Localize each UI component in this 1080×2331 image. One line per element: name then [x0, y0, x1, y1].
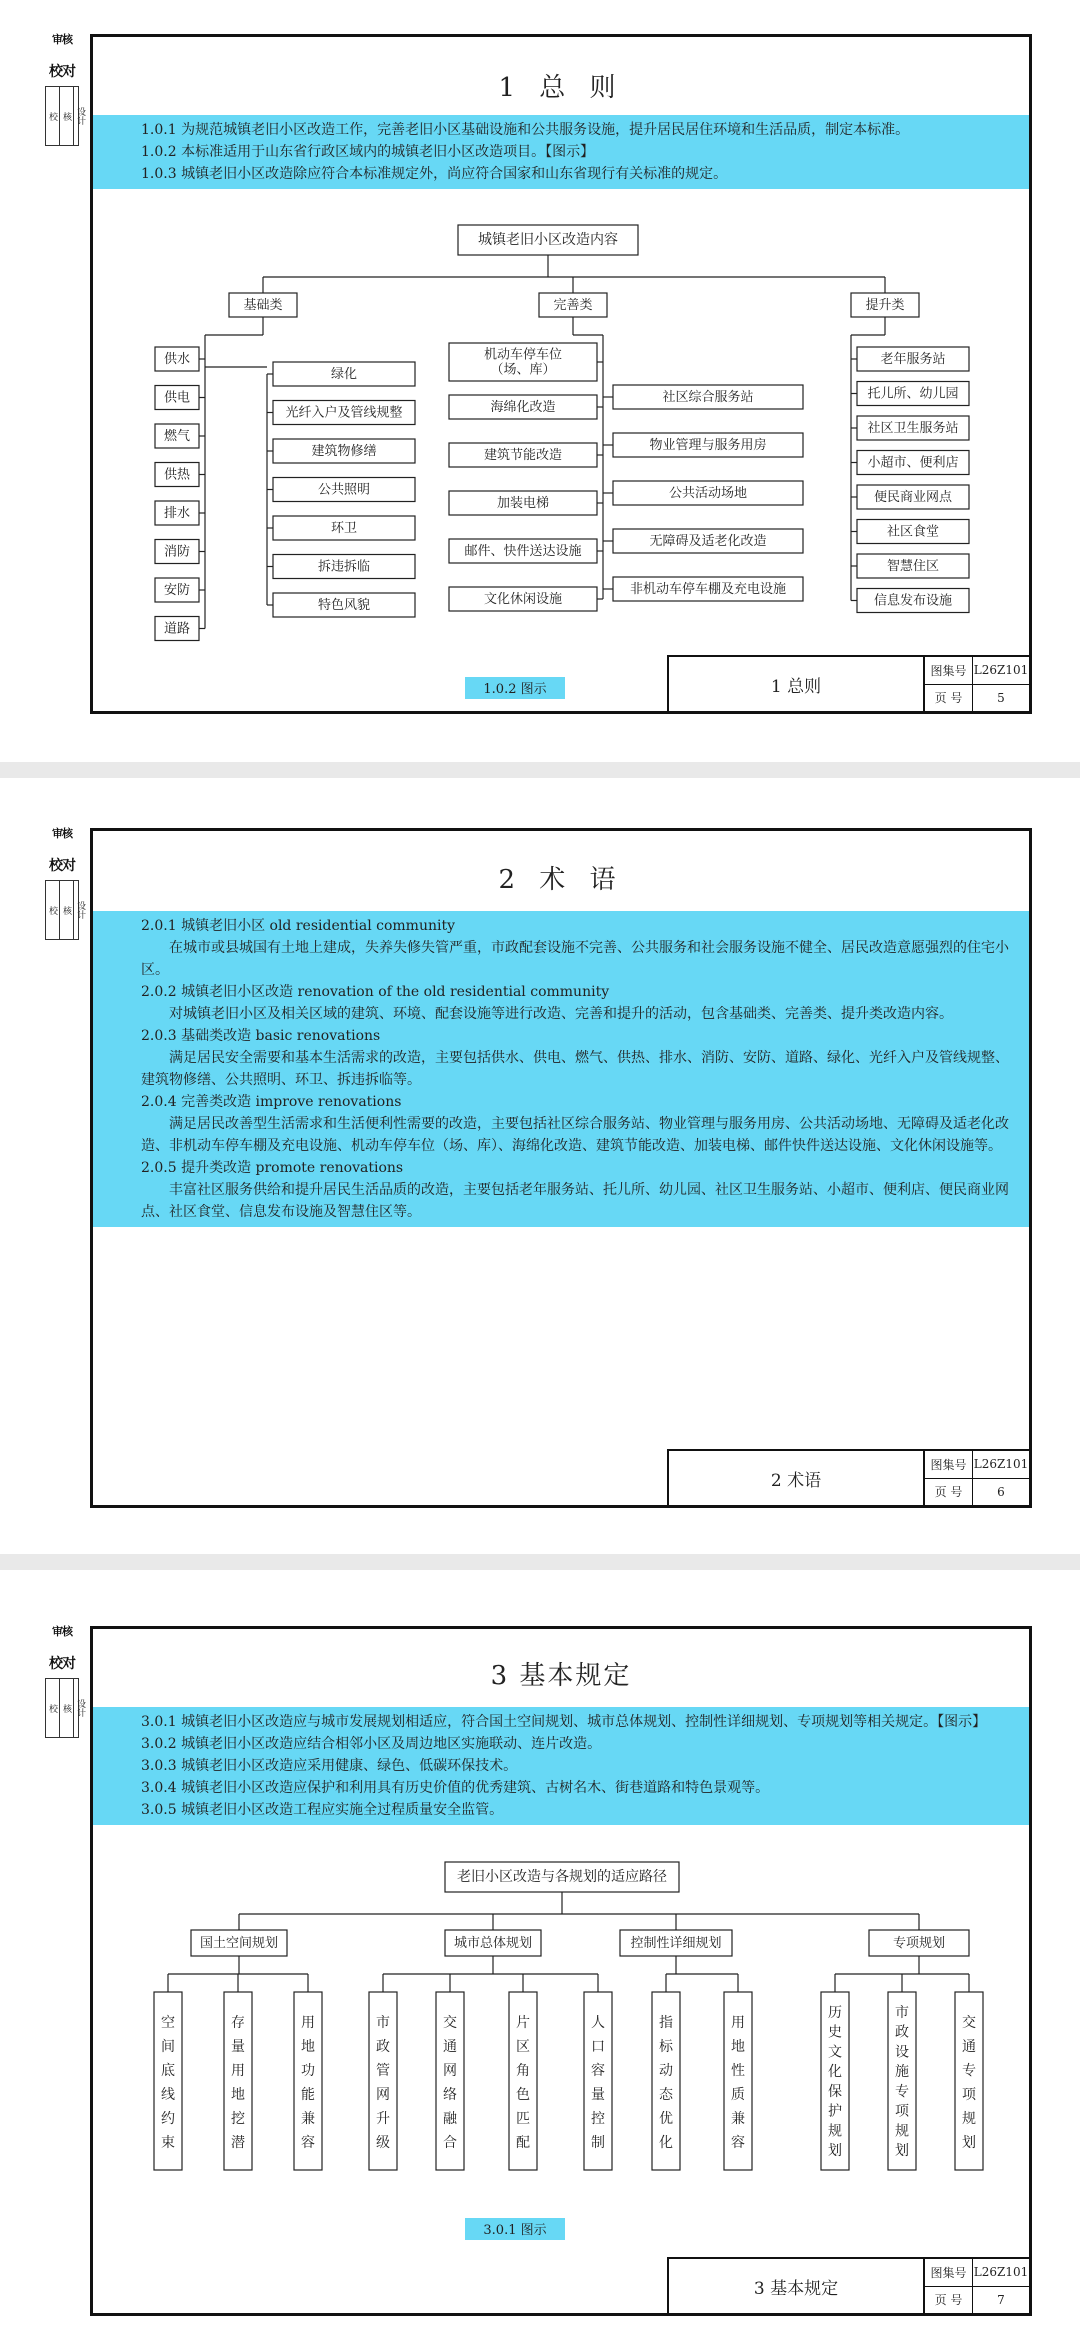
- set-number: L26Z101: [973, 2265, 1029, 2280]
- set-label: 图集号: [925, 1451, 973, 1478]
- set-label: 图集号: [925, 2259, 973, 2286]
- basic-item: 供水: [163, 352, 191, 367]
- terms-band: [93, 911, 1029, 1227]
- basic-item: 排水: [163, 506, 191, 521]
- title-block-name: 1 总则: [669, 657, 925, 711]
- clause-1-0-1: 1.0.1 为规范城镇老旧小区改造工作，完善老旧小区基础设施和公共服务设施，提升居民居住环境和生活品质，制定本标准。: [141, 122, 910, 138]
- signature-box: 校 核 设计: [45, 880, 79, 940]
- improve-item: 建筑节能改造: [483, 448, 563, 463]
- improve-item: 无障碍及适老化改造: [649, 534, 767, 549]
- improve-item: 海绵化改造: [490, 400, 556, 415]
- promote-item: 智慧住区: [886, 559, 940, 574]
- plan-item: 空间底线约束: [161, 2015, 175, 2151]
- plan-item: 用地性质兼容: [731, 2015, 745, 2151]
- term-heading: 2.0.3 基础类改造 basic renovations: [141, 1028, 381, 1044]
- improve-item: 社区综合服务站: [662, 390, 754, 405]
- renovation-content-diagram: [93, 217, 1029, 707]
- page-label: 页 号: [925, 2287, 973, 2314]
- title-block-name: 3 基本规定: [669, 2259, 925, 2313]
- drawing-frame: [90, 1626, 1032, 2316]
- category-label: 提升类: [865, 298, 905, 313]
- plan-group: 控制性详细规划: [630, 1936, 722, 1951]
- title-block: [667, 655, 1029, 711]
- planning-path-diagram: [93, 1854, 1029, 2304]
- promote-item: 社区食堂: [886, 524, 940, 540]
- basic-item: 消防: [163, 544, 191, 560]
- page-number: 5: [997, 690, 1005, 705]
- improve-item: 机动车停车位（场、库）: [483, 347, 563, 378]
- plan-item: 指标动态优化: [659, 2015, 673, 2151]
- basic-item: 光纤入户及管线规整: [285, 405, 403, 421]
- set-number: L26Z101: [973, 663, 1029, 678]
- basic-item: 安防: [163, 583, 191, 598]
- term-heading: 2.0.5 提升类改造 promote renovations: [141, 1160, 404, 1176]
- basic-item: 燃气: [163, 429, 191, 444]
- approval-sidebar: [36, 34, 88, 146]
- clause-1-0-3: 1.0.3 城镇老旧小区改造除应符合本标准规定外，尚应符合国家和山东省现行有关标准的规定。: [141, 166, 728, 182]
- clause-3-0-2: 3.0.2 城镇老旧小区改造应结合相邻小区及周边地区实施联动、连片改造。: [141, 1736, 602, 1752]
- promote-item: 便民商业网点: [873, 490, 953, 505]
- category-label: 完善类: [553, 298, 593, 313]
- basic-item: 供热: [163, 467, 191, 483]
- title-block: [667, 1449, 1029, 1505]
- diagram-caption: 1.0.2 图示: [483, 682, 547, 697]
- clause-3-0-1: 3.0.1 城镇老旧小区改造应与城市发展规划相适应，符合国土空间规划、城市总体规划、控制性详细规划、专项规划等相关规定。【图示】: [141, 1714, 987, 1730]
- promote-item: 老年服务站: [880, 352, 946, 367]
- term-definition: 丰富社区服务供给和提升居民生活品质的改造，主要包括老年服务站、托儿所、幼儿园、社区卫生服务站、小超市、便利店、便民商业网点、社区食堂、信息发布设施及智慧住区等。: [141, 1182, 1009, 1220]
- clause-3-0-4: 3.0.4 城镇老旧小区改造应保护和利用具有历史价值的优秀建筑、古树名木、街巷道路和特色景观等。: [141, 1780, 770, 1796]
- stamp-checker: 校对: [49, 64, 75, 80]
- term-heading: 2.0.1 城镇老旧小区 old residential community: [141, 918, 455, 934]
- signature-box: 校 核 设计: [45, 86, 79, 146]
- basic-item: 供电: [163, 390, 191, 406]
- term-definition: 满足居民安全需要和基本生活需求的改造，主要包括供水、供电、燃气、供热、排水、消防、安防、道路、绿化、光纤入户及管线规整、建筑物修缮、公共照明、环卫、拆违拆临等。: [141, 1050, 1009, 1088]
- plan-group: 专项规划: [892, 1936, 946, 1951]
- improve-item: 公共活动场地: [668, 486, 748, 501]
- category-label: 基础类: [243, 298, 283, 313]
- basic-item: 拆违拆临: [317, 559, 371, 575]
- signature-box: 校 核 设计: [45, 1678, 79, 1738]
- drawing-frame: [90, 828, 1032, 1508]
- improve-item: 邮件、快件送达设施: [464, 544, 582, 559]
- term-heading: 2.0.4 完善类改造 improve renovations: [141, 1094, 402, 1110]
- improve-item: 非机动车停车棚及充电设施: [629, 582, 787, 597]
- page-title: 3 基本规定: [490, 1661, 632, 1691]
- page-number: 7: [997, 2292, 1005, 2307]
- term-heading: 2.0.2 城镇老旧小区改造 renovation of the old residential community: [141, 984, 610, 1000]
- page-label: 页 号: [925, 685, 973, 712]
- title-block-name: 2 术语: [669, 1451, 925, 1505]
- clause-1-0-2: 1.0.2 本标准适用于山东省行政区域内的城镇老旧小区改造项目。【图示】: [141, 144, 595, 160]
- approval-sidebar: [36, 828, 88, 940]
- plan-item: 片区角色匹配: [516, 2015, 530, 2151]
- stamp-checker: 校对: [49, 1656, 75, 1672]
- basic-item: 绿化: [330, 367, 358, 382]
- page-number: 6: [997, 1484, 1005, 1499]
- promote-item: 信息发布设施: [873, 593, 953, 609]
- page-title: 2 术 语: [498, 865, 624, 895]
- clause-band: [93, 1707, 1029, 1825]
- improve-item: 文化休闲设施: [483, 592, 563, 607]
- plan-group: 城市总体规划: [453, 1936, 533, 1951]
- plan-item: 用地功能兼容: [301, 2015, 315, 2151]
- promote-item: 小超市、便利店: [867, 455, 959, 471]
- diagram-caption: 3.0.1 图示: [483, 2223, 547, 2238]
- stamp-reviewer: 审核: [52, 33, 72, 46]
- term-definition: 满足居民改善型生活需求和生活便利性需要的改造，主要包括社区综合服务站、物业管理与服务用房、公共活动场地、无障碍及适老化改造、非机动车停车棚及充电设施、机动车停车位（场、库）、海绵化改造、建筑节能改造、加装电梯、邮件快件送达设施、文化休闲设施等。: [141, 1116, 1009, 1154]
- page-label: 页 号: [925, 1479, 973, 1506]
- clause-band: [93, 115, 1029, 189]
- drawing-frame: [90, 34, 1032, 714]
- promote-item: 社区卫生服务站: [867, 421, 959, 436]
- stamp-checker: 校对: [49, 858, 75, 874]
- set-number: L26Z101: [973, 1457, 1029, 1472]
- diagram-root: 城镇老旧小区改造内容: [478, 232, 618, 248]
- page-title: 1 总 则: [498, 73, 624, 103]
- plan-item: 历史文化保护规划: [828, 2004, 842, 2160]
- approval-sidebar: [36, 1626, 88, 1738]
- clause-3-0-5: 3.0.5 城镇老旧小区改造工程应实施全过程质量安全监管。: [141, 1802, 504, 1818]
- term-definition: 对城镇老旧小区及相关区域的建筑、环境、配套设施等进行改造、完善和提升的活动，包含基础类、完善类、提升类改造内容。: [169, 1006, 953, 1022]
- basic-item: 公共照明: [317, 482, 371, 498]
- promote-item: 托儿所、幼儿园: [867, 386, 959, 402]
- page-2: [0, 778, 1080, 1554]
- plan-item: 市政管网升级: [376, 2015, 390, 2151]
- title-block: [667, 2257, 1029, 2313]
- plan-group: 国土空间规划: [199, 1936, 279, 1951]
- plan-item: 存量用地挖潜: [231, 2015, 245, 2151]
- basic-item: 环卫: [330, 521, 358, 536]
- plan-item: 交通网络融合: [443, 2015, 457, 2151]
- diagram-root: 老旧小区改造与各规划的适应路径: [457, 1869, 667, 1885]
- improve-item: 加装电梯: [496, 496, 550, 511]
- page-3: [0, 1570, 1080, 2331]
- plan-item: 人口容量控制: [591, 2015, 605, 2151]
- plan-item: 市政设施专项规划: [895, 2004, 909, 2160]
- set-label: 图集号: [925, 657, 973, 684]
- plan-item: 交通专项规划: [962, 2015, 976, 2151]
- stamp-reviewer: 审核: [52, 827, 72, 840]
- page-1: [0, 0, 1080, 762]
- improve-item: 物业管理与服务用房: [649, 438, 767, 453]
- basic-item: 建筑物修缮: [311, 444, 377, 459]
- clause-3-0-3: 3.0.3 城镇老旧小区改造应采用健康、绿色、低碳环保技术。: [141, 1758, 518, 1774]
- basic-item: 道路: [163, 621, 191, 637]
- basic-item: 特色风貌: [317, 598, 371, 613]
- stamp-reviewer: 审核: [52, 1625, 72, 1638]
- term-definition: 在城市或县城国有土地上建成，失养失修失管严重，市政配套设施不完善、公共服务和社会服务设施不健全、居民改造意愿强烈的住宅小区。: [141, 940, 1009, 978]
